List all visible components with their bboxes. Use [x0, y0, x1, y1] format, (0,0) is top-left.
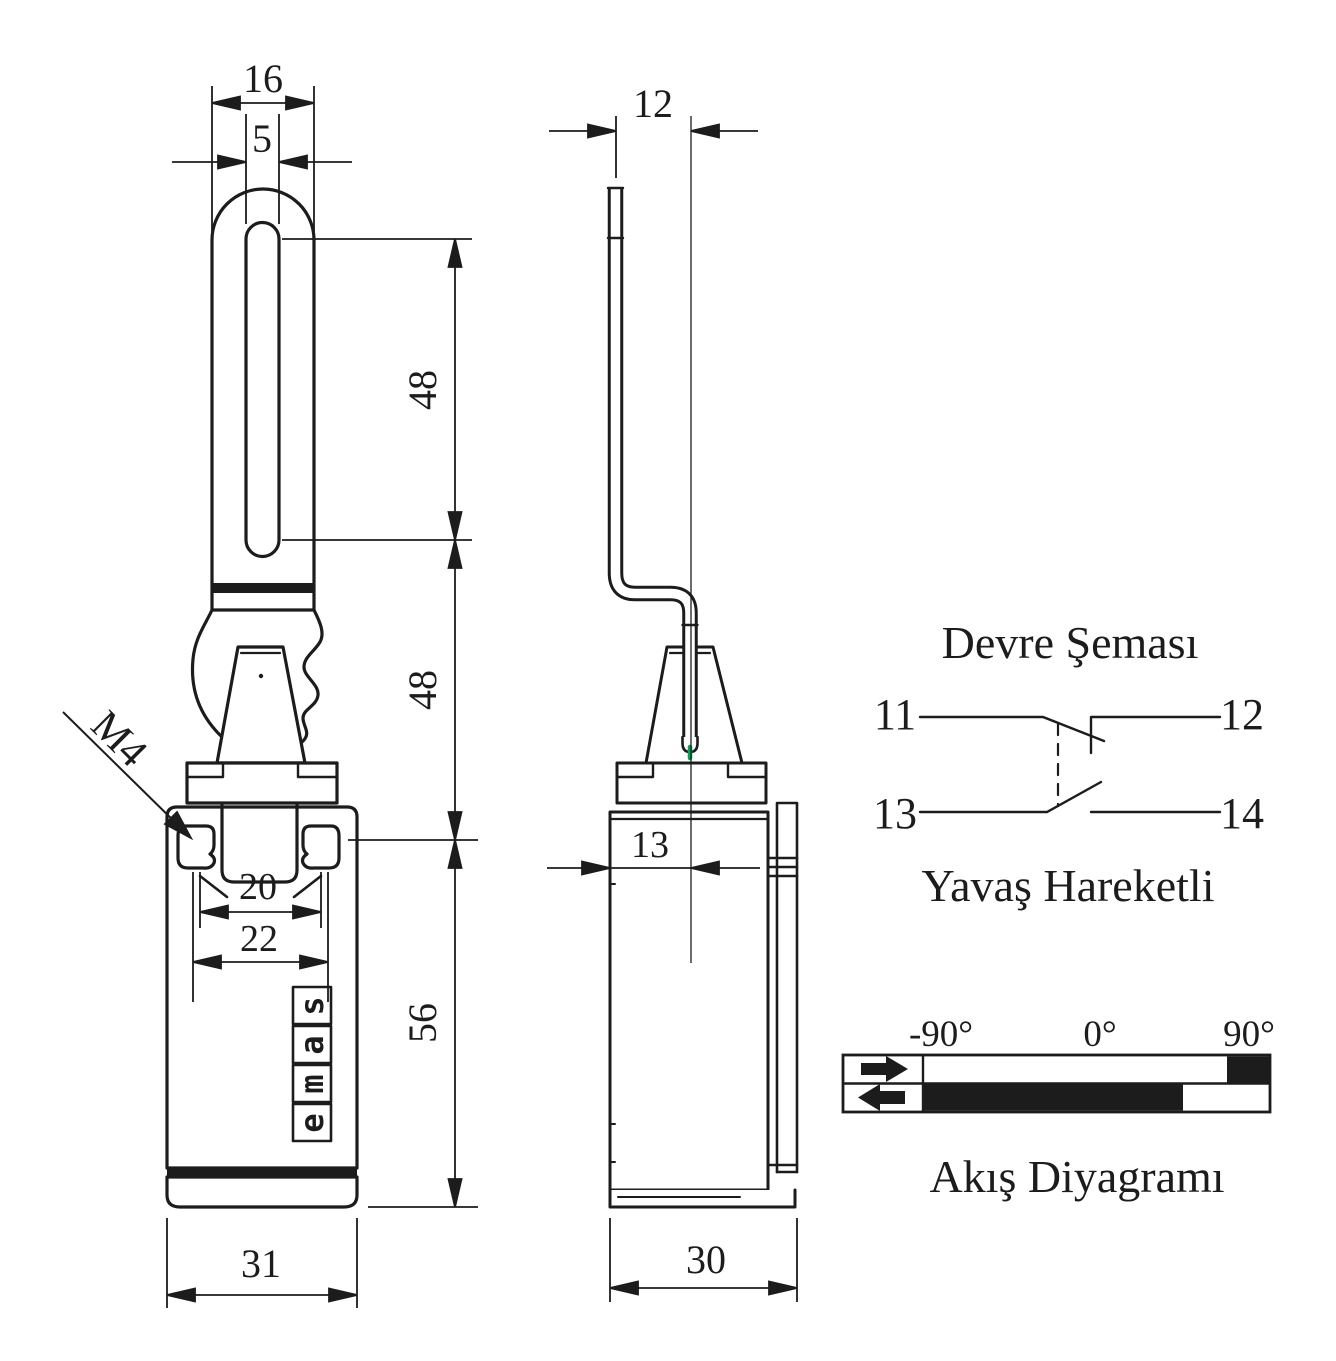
terminal-14: 14 — [1220, 789, 1264, 838]
dim-13-label: 13 — [631, 824, 669, 866]
dim-48-upper-label: 48 — [400, 370, 445, 410]
terminal-12: 12 — [1220, 690, 1264, 739]
circuit-subtitle: Yavaş Hareketli — [921, 860, 1215, 911]
pivot-left-contour — [192, 610, 222, 737]
thread-label: M4 — [81, 702, 156, 777]
terminal-11: 11 — [873, 690, 917, 739]
lever-clamp-band — [212, 583, 314, 593]
mounting-hole-right — [303, 826, 340, 868]
nc-contact-lines — [920, 717, 1220, 753]
terminal-13: 13 — [873, 789, 917, 838]
logo-letter-1: s — [293, 996, 331, 1016]
flow-bottom-black-segment — [923, 1084, 1183, 1111]
flow-diagram — [843, 1014, 1275, 1202]
thread-callout-m4 — [63, 702, 191, 838]
front-view — [167, 189, 357, 1207]
flow-tick-neg90: -90° — [908, 1014, 974, 1055]
dim-12-label: 12 — [633, 81, 673, 126]
plunger-front — [217, 647, 305, 763]
dim-30-label: 30 — [686, 1237, 726, 1282]
body-side-base — [610, 1190, 795, 1207]
pivot-right-contour — [302, 610, 322, 742]
dim-22-label: 22 — [240, 918, 278, 960]
dim-56-label: 56 — [400, 1003, 445, 1043]
side-view — [608, 188, 797, 1207]
terminal-cover-plate — [768, 803, 797, 1172]
dim-20-label: 20 — [239, 866, 277, 908]
mounting-flange-front — [187, 763, 337, 803]
logo-letter-4: e — [293, 1113, 331, 1133]
center-mark-dot — [259, 674, 263, 678]
flow-top-black-segment — [1227, 1057, 1270, 1083]
body-bottom-cap — [167, 1177, 357, 1207]
dim-5-label: 5 — [252, 116, 272, 161]
dim-16-label: 16 — [243, 56, 283, 101]
brand-logo — [293, 987, 331, 1141]
dim-lever-offset-12 — [549, 81, 758, 178]
flow-tick-0: 0° — [1083, 1014, 1117, 1055]
circuit-diagram — [873, 617, 1264, 911]
logo-letter-2: a — [293, 1035, 331, 1055]
no-contact-lines — [920, 782, 1220, 812]
flow-title: Akış Diyagramı — [929, 1151, 1225, 1202]
dim-48-lower-label: 48 — [400, 670, 445, 710]
flow-tick-90: 90° — [1223, 1014, 1275, 1055]
dim-31-label: 31 — [241, 1241, 281, 1286]
dim-body-width-31 — [167, 1218, 357, 1308]
dim-body-depth-30 — [610, 1218, 797, 1302]
dim-body-height-56 — [368, 840, 478, 1207]
circuit-title: Devre Şeması — [941, 617, 1199, 668]
logo-letter-3: m — [293, 1074, 331, 1094]
lever-slot — [246, 223, 279, 557]
dim-lever-to-body-48 — [348, 540, 478, 868]
